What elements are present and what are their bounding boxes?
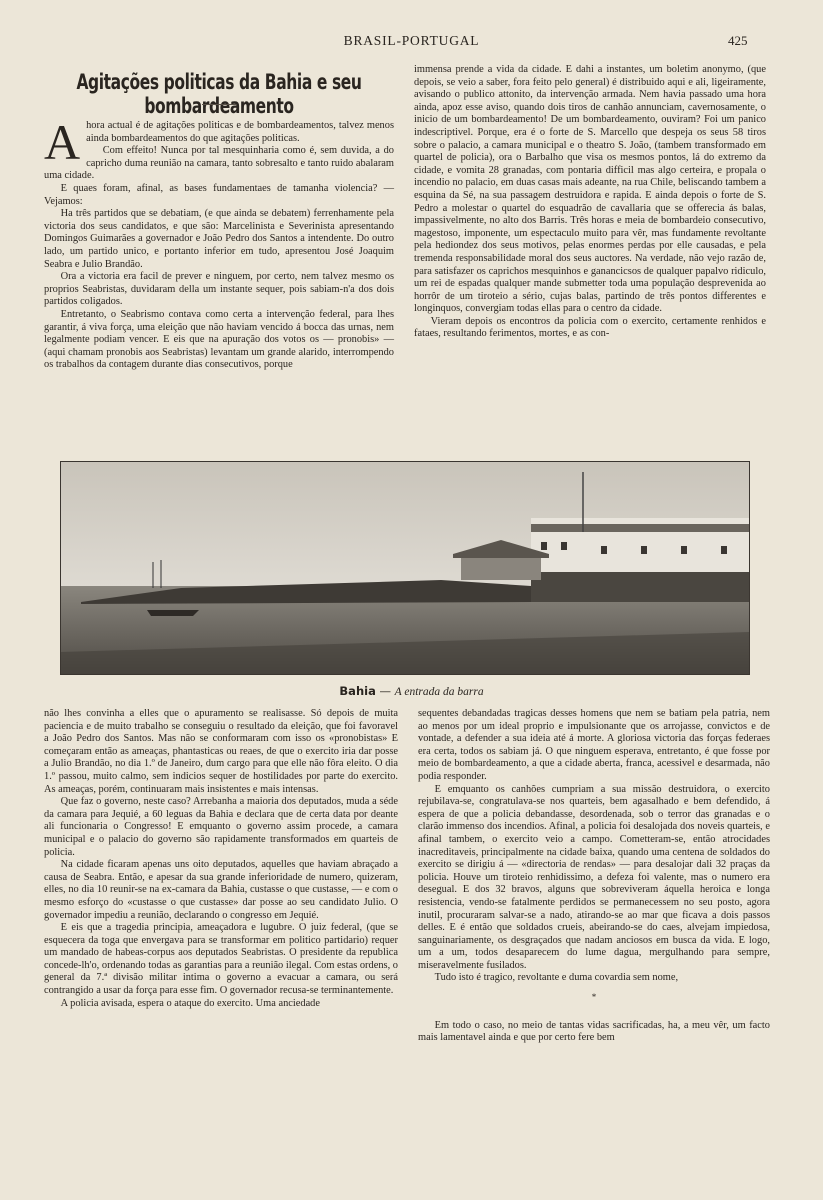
paragraph: A policia avisada, espera o ataque do exercito. Uma anciedade bbox=[60, 997, 320, 1009]
paragraph: Em todo o caso, no meio de tantas vidas sacrificadas, ha, a meu vêr, um facto mais lamentavel ainda e que por certo fere bem bbox=[418, 1019, 770, 1044]
drop-cap: A bbox=[44, 114, 81, 170]
paragraph: Tudo isto é tragico, revoltante e duma covardia sem nome, bbox=[434, 972, 679, 984]
paragraph: E emquanto os canhões cumpriam a sua missão destruidora, o exercito rejubilava-se, congratulava-se nos quarteis, bem agasalhado e bem defendido, á espera de que a policia debandasse, desordenada, sob o terror das granadas e o clarão immenso dos incendios. Afinal, a policia foi desalojada dos noveis quarteis, e afinal tambem, o exercito veio a campo. Cometteram-se, então atrocidades inacreditaveis, principalmente na cidade baixa, quando uma centena de soldados do exercito se dirigiu á — «directoria de rendas» — para desalojar dali 32 praças da policia. Houve um tiroteio renhidissimo, a defeza foi valente, mas o numero era desegual. E dos 32 bravos, alguns que sobreviveram áquella heroica e longa resistencia, vendo-se fatalmente perdidos se permanecessem no seu posto, agora inutil, procuraram salvar-se a nado, atirando-se ao mar que ficava a dois passos delles. E é então que soldados crueis, abeirando-se do caes, alvejam impiedosa, sanguinariamente, os desgraçados que nadam anciosos em busca da vida. E logo, um a um, todos desaparecem do lume dagua, mergulhando para sempre, miseravelmente fusilados. bbox=[418, 783, 770, 971]
column-left-bottom bbox=[44, 708, 398, 1010]
caption-text: A entrada da barra bbox=[394, 686, 484, 698]
paragraph: Entretanto, o Seabrismo contava como certa a intervenção federal, para lhes garantir, á viva força, uma eleição que não haviam vencido á bocca das urnas, nem legalmente podiam vencer. E eis que na apuração dos votos os — pronobis» — (aqui chamam pronobis aos Seabristas) levantam um grande alarido, interrompendo os trabalhos da contagem durante dias consecutivos, porque bbox=[44, 308, 394, 371]
column-right-bottom bbox=[418, 708, 770, 1045]
paragraph: sequentes debandadas tragicas desses homens que nem se batiam pela patria, nem ao menos por um ideal proprio e impulsionante que os arrojasse, convictos e de vontade, a defender a sua ideia até á morte. A gloriosa victoria das forças federaes era certa, todos os sabiam já. O que ninguem esperava, entretanto, é que fosse por meio de bombardeamento, a que a cidade aberta, franca, acessivel e desarmada, não podia responder. bbox=[418, 708, 770, 782]
caption-place: Bahia bbox=[339, 684, 376, 698]
harbor-photo bbox=[60, 461, 750, 675]
paragraph: Com effeito! Nunca por tal mesquinharia como é, sem duvida, a do capricho duma reunião na camara, tanto sobresalto e tanto ruido abalaram uma cidade. bbox=[44, 145, 394, 182]
caption-dash: — bbox=[375, 684, 395, 698]
column-right-top bbox=[414, 64, 766, 341]
paragraph-text: hora actual é de agitações politicas e de bombardeamentos, talvez menos ainda bombardeamentos do que agitações politicas. bbox=[86, 120, 394, 144]
paragraph: Que faz o governo, neste caso? Arrebanha a maioria dos deputados, muda a séde da camara para Jequié, a 60 leguas da Bahia e declara que de certa data por deante ali funcionaria o Congresso! E emquanto o governo assim procede, a camara municipal e o palacio do governo são rapidamente transformados em quarteis de policia. bbox=[44, 796, 398, 858]
running-title: BRASIL-PORTUGAL bbox=[343, 33, 480, 48]
article-title: Agitações politicas da Bahia e seu bombardeamento bbox=[76, 70, 362, 119]
paragraph: Na cidade ficaram apenas uns oito deputados, aquelles que haviam abraçado a causa de Seabra. Então, e apesar da sua grande inferioridade de numero, quizeram, elles, no dia 10 reunir-se na ex-camara da Bahia, custasse o que custasse, — e com o mesmo esforço do «custasse o que custasse» dar posse ao seu candidato Julio. O governador impediu a reunião, declarando o congresso em Jequié. bbox=[44, 859, 398, 921]
page-number: 425 bbox=[728, 33, 748, 48]
paragraph: E quaes foram, afinal, as bases fundamentaes de tamanha violencia? — Vejamos: bbox=[44, 182, 394, 207]
column-left-top bbox=[44, 114, 394, 372]
title-divider bbox=[202, 104, 236, 105]
paragraph: E eis que a tragedia principia, ameaçadora e lugubre. O juiz federal, (que se esquecera da toga que envergava para se transformar em politico partidario) requer um mandado de habeas-corpus aos deputados Seabristas. O presidente da republica concede-lh'o, ordenando todas as garantias para a reunião ilegal. Com estas ordens, o general da 7.ª divisão militar intima o governo a evacuar a camara, ou será contrangido a usar da força para esse fim. O governador recusa-se terminantemente. bbox=[44, 922, 398, 997]
photo-caption bbox=[0, 684, 823, 698]
paragraph: Vieram depois os encontros da policia com o exercito, certamente renhidos e fataes, resultando ferimentos, mortes, e as con- bbox=[414, 315, 766, 340]
section-separator: * bbox=[591, 992, 597, 1003]
paragraph: Ora a victoria era facil de prever e ninguem, por certo, nem talvez mesmo os proprios Seabristas, duvidaram della um instante sequer, pois sabiam-n'a dos dois partidos coligados. bbox=[44, 271, 394, 308]
paragraph: não lhes convinha a elles que o apuramento se realisasse. Só depois de muita paciencia e de muito trabalho se conseguiu o resultado da eleição, que foi favoravel a João Pedro dos Santos. Mas não se conformaram com isso os «pronobistas» E começaram então as ameaças, phantasticas ou reaes, de que o exercito iria dar posse a Julio Brandão, no dia 1.º de Janeiro, dum cargo para que elle não fôra eleito. O dia 1.º passou, muito calmo, sem indicios sequer de hostilidades por parte do exercito. As ameaças, porém, continuaram mais insistentes e mais intensas. bbox=[44, 708, 398, 795]
paragraph: immensa prende a vida da cidade. E dahi a instantes, um boletim anonymo, (que depois, se veio a saber, fora feito pelo general) é distribuido aqui e ali, ligeiramente, avisando o publico attonito, da intervenção armada. Nem havia passado uma hora ainda, apoz esse aviso, quando dois tiros de canhão annunciam, cavernosamente, o inicio de um bombardeamento! De um bombardeamento, ouviram? Foi um panico indescriptivel. Porque, era é o forte de S. Marcello que despeja os seus 58 tiros sobre o palacio, a camara municipal e o theatro S. João, (tambem transformado em quartel de policia), ora o Barbalho que visa os mesmos pontos, lá do extremo da cidade, e vomita 28 granadas, com pontaria difficil mas algo certeira, e propala o incendio no palacio, em duas casas mais adeante, na rua Chile, beliscando tambem a esquina da Sé, na sua passagem destruidora e rapida. E ainda depois o forte de S. Pedro a molestar o quartel do esquadrão de cavallaria que se offerecia ás balas, impassivelmente, no alto dos Barris. Três horas e meia de bombardeio consecutivo, magestoso, imponente, um espectaculo muito para vêr, mas fundamente revoltante pela hediondez dos seus motivos, pelas enormes perdas por elle causadas, e pela tremenda responsabilidade moral dos seus auctores. Na verdade, não vejo razão de, para satisfazer os caprichos mesquinhos e ganancicsos de qualquer papalvo ridiculo, um rei de espadas qualquer mande submetter toda uma população desprevenida ao horrôr de um tiroteio a sério, cujas balas, partindo de três pontos differentes e longinquos, convergiam todas ellas para o centro da cidade. bbox=[414, 64, 766, 315]
harbor-photo-image bbox=[61, 462, 749, 674]
paragraph: Ha três partidos que se debatiam, (e que ainda se debatem) ferrenhamente pela victoria dos seus candidatos, e que são: Marcelinista e Severinista apresentando Domingos Guimarães a governador e João Pedro dos Santos a intendente. Do outro lado, um partido unico, e portanto inferior em tudo, apresentou José Joaquim Seabra e Julio Brandão. bbox=[44, 208, 394, 270]
